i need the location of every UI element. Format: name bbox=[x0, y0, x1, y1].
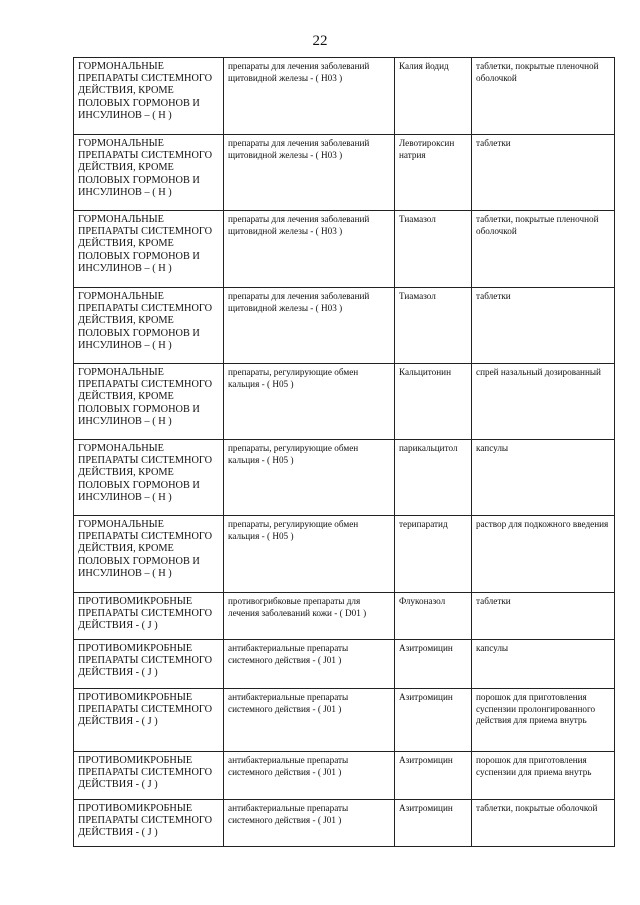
dosage-form-cell: порошок для приготовления суспензии для приема внутрь bbox=[472, 752, 615, 800]
table-row bbox=[74, 440, 615, 516]
atc-group-cell: ГОРМОНАЛЬНЫЕ ПРЕПАРАТЫ СИСТЕМНОГО ДЕЙСТВИЯ, КРОМЕ ПОЛОВЫХ ГОРМОНОВ И ИНСУЛИНОВ – ( H ) bbox=[74, 135, 224, 211]
page-number: 22 bbox=[312, 33, 328, 49]
drug-name-cell: Кальцитонин bbox=[395, 364, 472, 440]
drug-name-cell: Азитромицин bbox=[395, 689, 472, 752]
atc-subgroup-cell: антибактериальные препараты системного действия - ( J01 ) bbox=[224, 640, 395, 689]
atc-group-cell: ГОРМОНАЛЬНЫЕ ПРЕПАРАТЫ СИСТЕМНОГО ДЕЙСТВИЯ, КРОМЕ ПОЛОВЫХ ГОРМОНОВ И ИНСУЛИНОВ – ( H ) bbox=[74, 516, 224, 593]
table-row bbox=[74, 689, 615, 752]
atc-subgroup-cell: препараты, регулирующие обмен кальция - ( H05 ) bbox=[224, 364, 395, 440]
drug-name-cell: Флуконазол bbox=[395, 593, 472, 640]
atc-subgroup-cell: препараты, регулирующие обмен кальция - ( H05 ) bbox=[224, 440, 395, 516]
dosage-form-cell: таблетки bbox=[472, 593, 615, 640]
atc-group-cell: ГОРМОНАЛЬНЫЕ ПРЕПАРАТЫ СИСТЕМНОГО ДЕЙСТВИЯ, КРОМЕ ПОЛОВЫХ ГОРМОНОВ И ИНСУЛИНОВ – ( H ) bbox=[74, 58, 224, 135]
drug-name-cell: Азитромицин bbox=[395, 640, 472, 689]
dosage-form-cell: капсулы bbox=[472, 640, 615, 689]
atc-group-cell: ПРОТИВОМИКРОБНЫЕ ПРЕПАРАТЫ СИСТЕМНОГО ДЕЙСТВИЯ - ( J ) bbox=[74, 752, 224, 800]
dosage-form-cell: таблетки, покрытые оболочкой bbox=[472, 800, 615, 847]
atc-subgroup-cell: антибактериальные препараты системного действия - ( J01 ) bbox=[224, 800, 395, 847]
drug-name-cell: парикальцитол bbox=[395, 440, 472, 516]
atc-group-cell: ГОРМОНАЛЬНЫЕ ПРЕПАРАТЫ СИСТЕМНОГО ДЕЙСТВИЯ, КРОМЕ ПОЛОВЫХ ГОРМОНОВ И ИНСУЛИНОВ – ( H ) bbox=[74, 364, 224, 440]
dosage-form-cell: таблетки, покрытые пленочной оболочкой bbox=[472, 211, 615, 288]
atc-subgroup-cell: противогрибковые препараты для лечения заболеваний кожи - ( D01 ) bbox=[224, 593, 395, 640]
table-row bbox=[74, 593, 615, 640]
atc-group-cell: ПРОТИВОМИКРОБНЫЕ ПРЕПАРАТЫ СИСТЕМНОГО ДЕЙСТВИЯ - ( J ) bbox=[74, 689, 224, 752]
atc-group-cell: ГОРМОНАЛЬНЫЕ ПРЕПАРАТЫ СИСТЕМНОГО ДЕЙСТВИЯ, КРОМЕ ПОЛОВЫХ ГОРМОНОВ И ИНСУЛИНОВ – ( H ) bbox=[74, 211, 224, 288]
dosage-form-cell: спрей назальный дозированный bbox=[472, 364, 615, 440]
atc-group-cell: ГОРМОНАЛЬНЫЕ ПРЕПАРАТЫ СИСТЕМНОГО ДЕЙСТВИЯ, КРОМЕ ПОЛОВЫХ ГОРМОНОВ И ИНСУЛИНОВ – ( H ) bbox=[74, 440, 224, 516]
atc-subgroup-cell: препараты для лечения заболеваний щитовидной железы - ( H03 ) bbox=[224, 288, 395, 364]
table-row bbox=[74, 288, 615, 364]
drug-name-cell: Тиамазол bbox=[395, 288, 472, 364]
drug-name-cell: Азитромицин bbox=[395, 752, 472, 800]
table-row bbox=[74, 58, 615, 135]
drug-table bbox=[73, 57, 615, 847]
table-row bbox=[74, 211, 615, 288]
table-row bbox=[74, 800, 615, 847]
table-row bbox=[74, 135, 615, 211]
drug-name-cell: Левотироксин натрия bbox=[395, 135, 472, 211]
atc-subgroup-cell: препараты для лечения заболеваний щитовидной железы - ( H03 ) bbox=[224, 58, 395, 135]
drug-name-cell: терипаратид bbox=[395, 516, 472, 593]
dosage-form-cell: таблетки bbox=[472, 288, 615, 364]
atc-subgroup-cell: препараты для лечения заболеваний щитовидной железы - ( H03 ) bbox=[224, 135, 395, 211]
atc-group-cell: ГОРМОНАЛЬНЫЕ ПРЕПАРАТЫ СИСТЕМНОГО ДЕЙСТВИЯ, КРОМЕ ПОЛОВЫХ ГОРМОНОВ И ИНСУЛИНОВ – ( H ) bbox=[74, 288, 224, 364]
atc-subgroup-cell: антибактериальные препараты системного действия - ( J01 ) bbox=[224, 689, 395, 752]
table-row bbox=[74, 640, 615, 689]
dosage-form-cell: раствор для подкожного введения bbox=[472, 516, 615, 593]
drug-name-cell: Азитромицин bbox=[395, 800, 472, 847]
table-row bbox=[74, 752, 615, 800]
dosage-form-cell: капсулы bbox=[472, 440, 615, 516]
dosage-form-cell: таблетки bbox=[472, 135, 615, 211]
dosage-form-cell: таблетки, покрытые пленочной оболочкой bbox=[472, 58, 615, 135]
atc-subgroup-cell: препараты для лечения заболеваний щитовидной железы - ( H03 ) bbox=[224, 211, 395, 288]
table-row bbox=[74, 516, 615, 593]
atc-group-cell: ПРОТИВОМИКРОБНЫЕ ПРЕПАРАТЫ СИСТЕМНОГО ДЕЙСТВИЯ - ( J ) bbox=[74, 593, 224, 640]
drug-name-cell: Тиамазол bbox=[395, 211, 472, 288]
atc-subgroup-cell: антибактериальные препараты системного действия - ( J01 ) bbox=[224, 752, 395, 800]
atc-subgroup-cell: препараты, регулирующие обмен кальция - ( H05 ) bbox=[224, 516, 395, 593]
atc-group-cell: ПРОТИВОМИКРОБНЫЕ ПРЕПАРАТЫ СИСТЕМНОГО ДЕЙСТВИЯ - ( J ) bbox=[74, 640, 224, 689]
table-row bbox=[74, 364, 615, 440]
dosage-form-cell: порошок для приготовления суспензии пролонгированного действия для приема внутрь bbox=[472, 689, 615, 752]
atc-group-cell: ПРОТИВОМИКРОБНЫЕ ПРЕПАРАТЫ СИСТЕМНОГО ДЕЙСТВИЯ - ( J ) bbox=[74, 800, 224, 847]
drug-name-cell: Калия йодид bbox=[395, 58, 472, 135]
